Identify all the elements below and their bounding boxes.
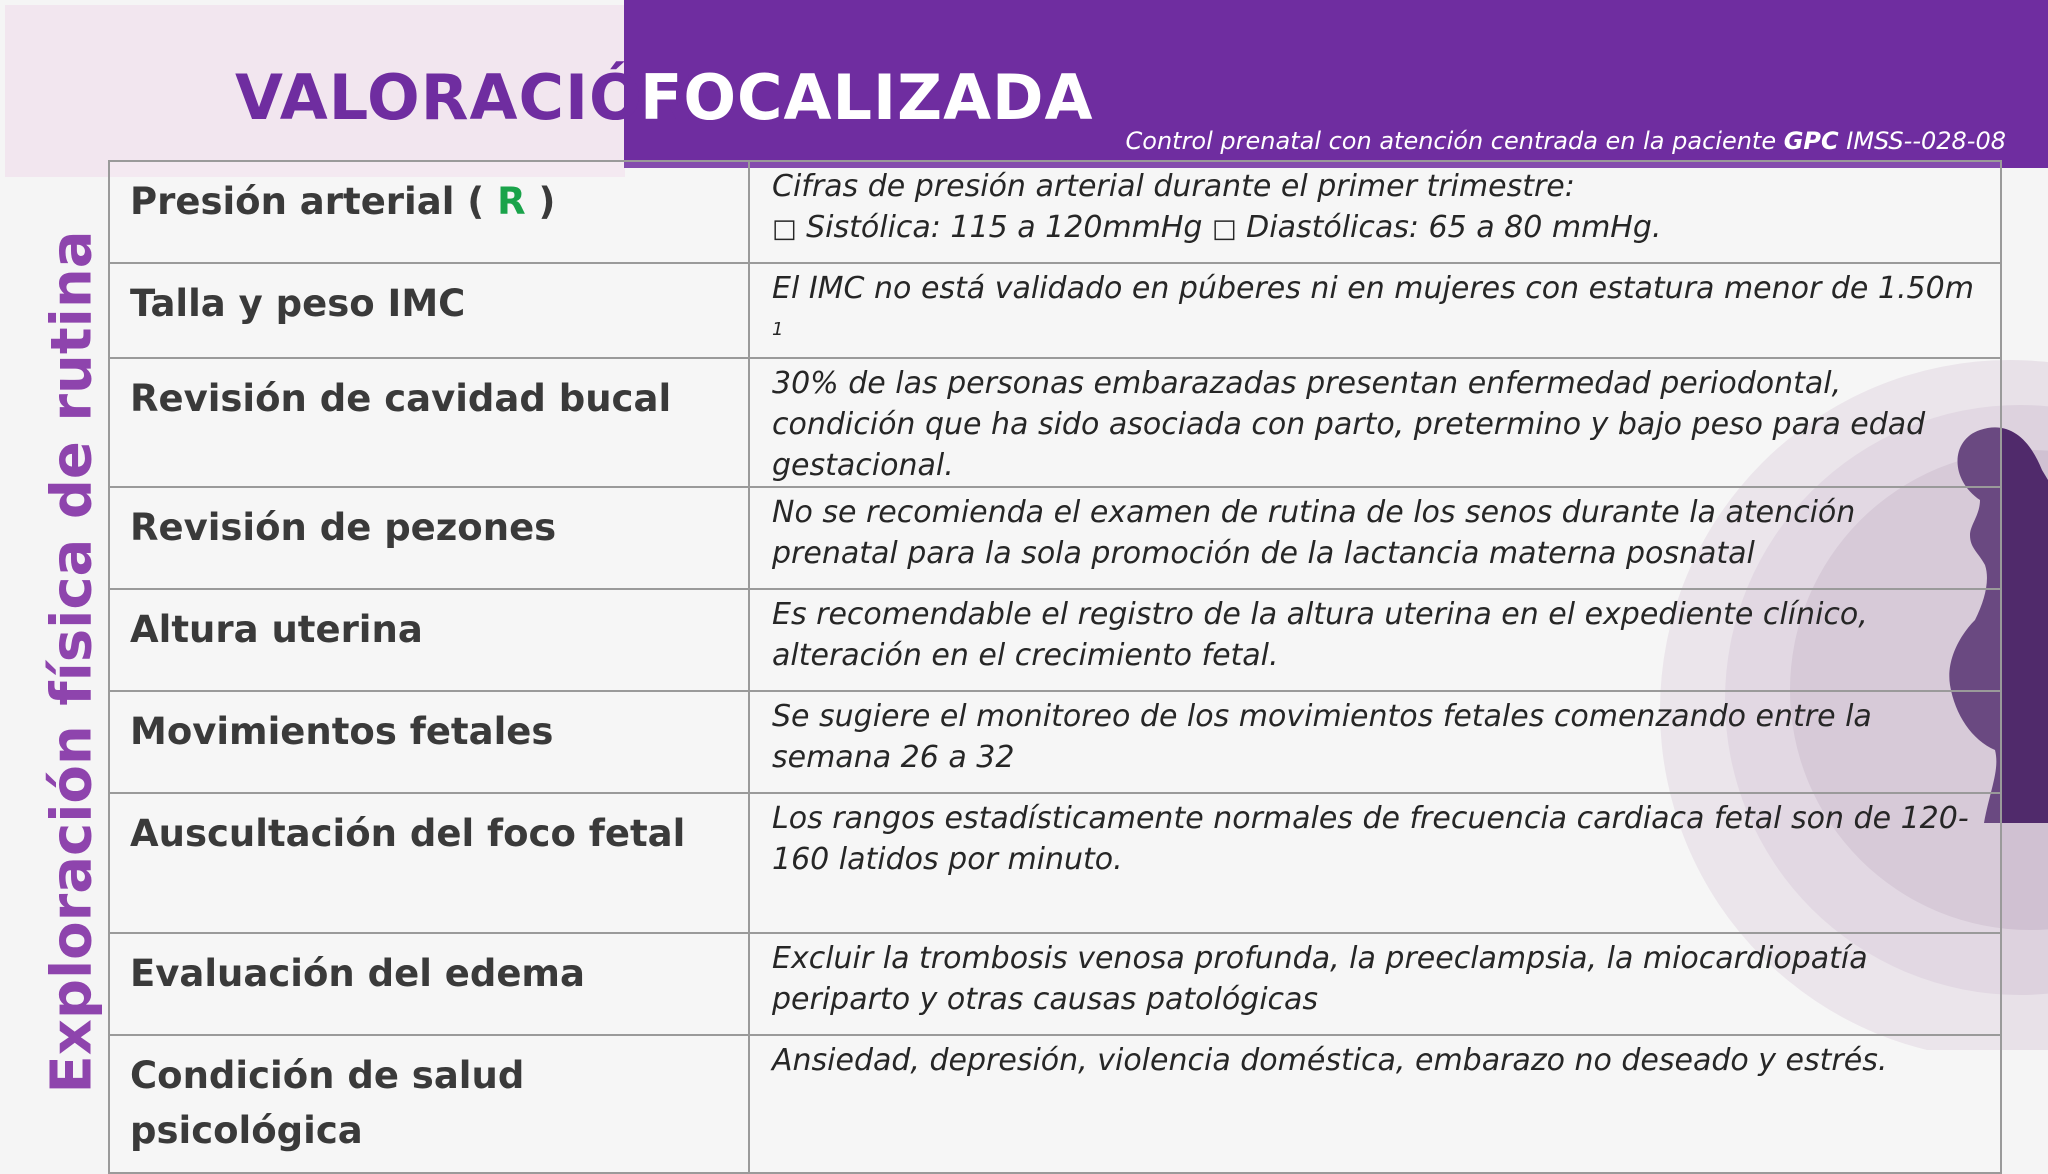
exam-table [108,160,2002,1174]
row-label: Altura uterina [109,589,749,691]
table-row [109,691,2001,793]
table-row [109,589,2001,691]
table-row [109,933,2001,1035]
title-part-2: FOCALIZADA [640,61,1094,134]
row-description: Los rangos estadísticamente normales de frecuencia cardiaca fetal son de 120-160 latidos por minuto. [749,793,2001,933]
row-description: Cifras de presión arterial durante el primer trimestre: □ Sistólica: 115 a 120mmHg □ Diastólicas: 65 a 80 mmHg. [749,161,2001,263]
row-description: Se sugiere el monitoreo de los movimientos fetales comenzando entre la semana 26 a 32 [749,691,2001,793]
table-row [109,793,2001,933]
row-label: Evaluación del edema [109,933,749,1035]
row-label: Condición de salud psicológica [109,1035,749,1173]
row-label: Talla y peso IMC [109,263,749,358]
row-description: 30% de las personas embarazadas presentan enfermedad periodontal, condición que ha sido asociada con parto, pretermino y bajo peso para edad gestacional. [749,358,2001,487]
row-label: Presión arterial ( R ) [109,161,749,263]
row-description: Ansiedad, depresión, violencia doméstica, embarazo no deseado y estrés. [749,1035,2001,1173]
recommendation-mark: R [484,180,539,223]
row-description: Es recomendable el registro de la altura uterina en el expediente clínico, alteración en el crecimiento fetal. [749,589,2001,691]
row-description: El IMC no está validado en púberes ni en mujeres con estatura menor de 1.50m $^1$ [749,263,2001,358]
row-label: Movimientos fetales [109,691,749,793]
checkbox-glyph: □ [1212,214,1237,244]
subtitle-bold: GPC [1783,127,1839,155]
title-part-1: VALORACIÓN [235,61,696,134]
row-label: Revisión de cavidad bucal [109,358,749,487]
row-description: No se recomienda el examen de rutina de los senos durante la atención prenatal para la sola promoción de la lactancia materna posnatal [749,487,2001,589]
side-label-text: Exploración física de rutina [39,230,105,1094]
table-row [109,161,2001,263]
table-row [109,358,2001,487]
checkbox-glyph: □ [772,214,797,244]
subtitle-prefix: Control prenatal con atención centrada en la paciente [1125,127,1784,155]
header-subtitle [1126,126,2007,156]
table-row [109,1035,2001,1173]
table-row [109,487,2001,589]
footnote-marker: 1 [772,319,784,340]
row-label: Auscultación del foco fetal [109,793,749,933]
row-label: Revisión de pezones [109,487,749,589]
table-row [109,263,2001,358]
subtitle-suffix: IMSS--028-08 [1838,127,2006,155]
row-description: Excluir la trombosis venosa profunda, la preeclampsia, la miocardiopatía periparto y otras causas patológicas [749,933,2001,1035]
